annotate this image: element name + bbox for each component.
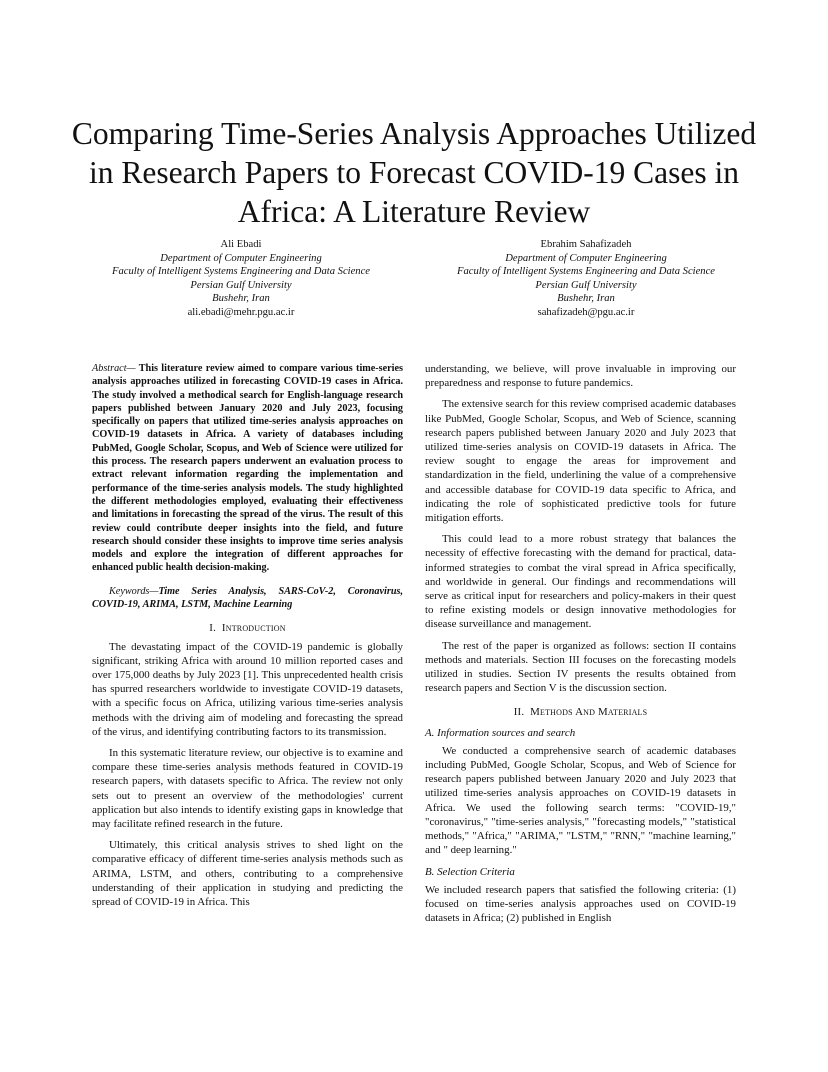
author-name: Ali Ebadi — [220, 239, 262, 250]
paragraph: The extensive search for this review comprised academic databases like PubMed, Google Scholar, Scopus, and Web of Science, scanning research papers published between January 2020 and July 2023 that utilized time-series analysis on COVID-19 datasets in Africa. The review sought to engage the areas for improvement and standardization in the field, underlining the value of a comprehensive and accessible database for COVID-19 data specific to Africa, and indicating the role of sophisticated predictive tools for future mitigation efforts. — [425, 398, 736, 525]
section-number: II. — [513, 706, 525, 719]
section-title: Introduction — [221, 622, 286, 635]
paragraph: In this systematic literature review, our objective is to examine and compare these time-series analysis methods featured in COVID-19 research papers, with datasets specific to Africa. The review not only sets out to present an overview of the methodologies' current application but also intends to identify existing gaps in knowledge that may facilitate refined research in the future. — [92, 746, 403, 830]
paragraph: understanding, we believe, will prove invaluable in improving our preparedness and response to future pandemics. — [425, 363, 736, 390]
author-university: Persian Gulf University — [535, 279, 637, 291]
section-title: Methods And Materials — [530, 706, 648, 719]
left-column — [92, 362, 403, 916]
abstract — [92, 362, 403, 575]
author-university: Persian Gulf University — [190, 279, 292, 291]
author-faculty: Faculty of Intelligent Systems Engineering and Data Science — [456, 266, 715, 278]
author-department: Department of Computer Engineering — [505, 252, 667, 264]
right-column — [425, 362, 736, 932]
section-heading-introduction — [92, 621, 403, 635]
author-block-2 — [421, 238, 751, 320]
author-name: Ebrahim Sahafizadeh — [540, 239, 632, 250]
paper-title: Comparing Time-Series Analysis Approaches Utilized in Research Papers to Forecast COVID-19 Cases in Africa: A Literature Review — [71, 116, 757, 229]
abstract-label: Abstract— — [92, 363, 136, 374]
paragraph: This could lead to a more robust strategy that balances the necessity of effective forecasting with the demand for practical, data-informed strategies to combat the viral spread in Africa specifically, and worldwide in general. Our findings and recommendations will serve as critical input for researchers and policy-makers in their quest to refine existing models or design innovative methodologies for disease surveillance and management. — [425, 533, 736, 631]
author-department: Department of Computer Engineering — [160, 252, 322, 264]
paragraph: We included research papers that satisfied the following criteria: (1) focused on time-series analysis approaches used on COVID-19 datasets in Africa; (2) published in English — [425, 883, 736, 925]
author-email: ali.ebadi@mehr.pgu.ac.ir — [187, 306, 295, 318]
keywords-text: Time Series Analysis, SARS-CoV-2, Coronavirus, COVID-19, ARIMA, LSTM, Machine Learning — [92, 585, 403, 611]
abstract-text: This literature review aimed to compare various time-series analysis approaches utilized in forecasting COVID-19 cases in Africa. The study involved a methodical search for English-language research papers published between January 2020 and July 2023, focusing specifically on papers that utilized time-series analysis approaches on COVID-19 datasets in Africa. A variety of databases including PubMed, Google Scholar, Scopus, and Web of Science were utilized for this process. The research papers underwent an evaluation process to extract relevant information regarding the implementation and performance of the time-series analysis models. The study highlighted the different methodologies employed, evaluating their effectiveness and limitations in forecasting the spread of the virus. The result of this review could contribute deeper insights into the field, and future research should consider these insights to improve time series analysis models and explore the integration of different approaches for enhanced public health decision-making. — [92, 363, 403, 574]
author-city: Bushehr, Iran — [212, 293, 270, 305]
paragraph: Ultimately, this critical analysis strives to shed light on the comparative efficacy of different time-series analysis methods such as ARIMA, LSTM, and others, contributing to a comprehensive understanding of their application in studying and predicting the spread of COVID-19 in Africa. This — [92, 839, 403, 908]
section-number: I. — [209, 622, 217, 635]
keywords-label: Keywords— — [109, 585, 159, 597]
paragraph: The rest of the paper is organized as follows: section II contains methods and materials. Section III focuses on the forecasting models utilized in studies. Section IV presents the results obtained from research papers and Section V is the discussion section. — [425, 639, 736, 695]
author-faculty: Faculty of Intelligent Systems Engineering and Data Science — [111, 266, 370, 278]
author-email: sahafizadeh@pgu.ac.ir — [537, 306, 635, 318]
subsection-heading-a: A. Information sources and search — [425, 726, 576, 739]
author-city: Bushehr, Iran — [557, 293, 615, 305]
paragraph: The devastating impact of the COVID-19 pandemic is globally significant, striking Africa with around 10 million reported cases and over 175,000 deaths by July 2023 [1]. This unprecedented health crisis has spurred researchers worldwide to investigate COVID-19 datasets, with a specific focus on Africa, utilizing various time-series analysis methods with the driving aim of modeling and forecasting the spread of the virus, and identifying contributing factors to its transmission. — [92, 640, 403, 738]
keywords — [92, 585, 403, 612]
subsection-heading-b: B. Selection Criteria — [425, 865, 515, 878]
paragraph: We conducted a comprehensive search of academic databases including PubMed, Google Scholar, Scopus, and Web of Science for research papers published between January 2020 and July 2023 that utilized time-series analysis approaches on COVID-19 datasets in Africa. We used the following search terms: "COVID-19," "coronavirus," "time-series analysis," "forecasting models," "statistical methods," "Africa," "ARIMA," "LSTM," "RNN," "machine learning," and " deep learning." — [425, 744, 736, 857]
section-heading-methods — [425, 705, 736, 719]
author-block-1 — [76, 238, 406, 320]
